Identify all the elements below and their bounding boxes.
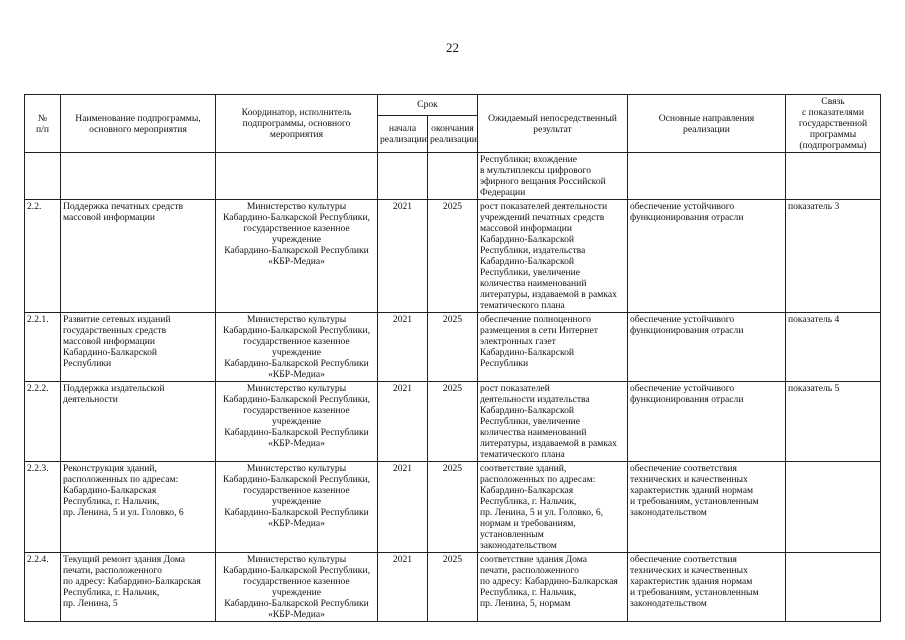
header-end: окончания реализации [428, 115, 478, 152]
cell-result: рост показателей деятельности издательства Кабардино-Балкарской Республики, увеличение количества наименований литературы, издаваемой в рамках тематического плана [478, 382, 628, 462]
cell-start: 2021 [378, 462, 428, 553]
cell-start [378, 153, 428, 200]
cell-directions: обеспечение соответствия технических и качественных характеристик зданий нормам и требованиям, установленным законодательством [628, 462, 786, 553]
table-row [25, 553, 881, 622]
cell-name: Развитие сетевых изданий государственных средств массовой информации Кабардино-Балкарской Республики [61, 313, 216, 382]
cell-num [25, 153, 61, 200]
program-table [24, 94, 881, 622]
cell-link: показатель 4 [786, 313, 881, 382]
table-row [25, 200, 881, 313]
cell-num: 2.2.3. [25, 462, 61, 553]
cell-num: 2.2. [25, 200, 61, 313]
header-name: Наименование подпрограммы, основного мероприятия [61, 95, 216, 153]
cell-coordinator: Министерство культуры Кабардино-Балкарской Республики, государственное казенное учреждение Кабардино-Балкарской Республики «КБР-Медиа» [216, 382, 378, 462]
cell-coordinator [216, 153, 378, 200]
header-row [25, 95, 881, 116]
header-start: начала реализации [378, 115, 428, 152]
header-term: Срок [378, 95, 478, 116]
cell-link [786, 462, 881, 553]
table-row [25, 313, 881, 382]
cell-directions: обеспечение устойчивого функционирования отрасли [628, 200, 786, 313]
cell-link: показатель 5 [786, 382, 881, 462]
cell-start: 2021 [378, 313, 428, 382]
table-row [25, 153, 881, 200]
cell-result: обеспечение полноценного размещения в сети Интернет электронных газет Кабардино-Балкарской Республики [478, 313, 628, 382]
cell-start: 2021 [378, 200, 428, 313]
cell-num: 2.2.4. [25, 553, 61, 622]
cell-result: соответствие зданий, расположенных по адресам: Кабардино-Балкарская Республика, г. Нальчик, пр. Ленина, 5 и ул. Головко, 6, нормам и требованиям, установленным законодательством [478, 462, 628, 553]
cell-end: 2025 [428, 313, 478, 382]
table-row [25, 462, 881, 553]
cell-link [786, 153, 881, 200]
cell-name: Поддержка печатных средств массовой информации [61, 200, 216, 313]
header-num: № п/п [25, 95, 61, 153]
cell-directions: обеспечение устойчивого функционирования отрасли [628, 382, 786, 462]
cell-directions [628, 153, 786, 200]
cell-name: Реконструкция зданий, расположенных по адресам: Кабардино-Балкарская Республика, г. Нальчик, пр. Ленина, 5 и ул. Головко, 6 [61, 462, 216, 553]
cell-num: 2.2.2. [25, 382, 61, 462]
cell-result: рост показателей деятельности учреждений печатных средств массовой информации Кабардино-Балкарской Республики, издательства Кабардино-Балкарской Республики, увеличение количества наименований литературы, издаваемой в рамках тематического плана [478, 200, 628, 313]
cell-coordinator: Министерство культуры Кабардино-Балкарской Республики, государственное казенное учреждение Кабардино-Балкарской Республики «КБР-Медиа» [216, 462, 378, 553]
cell-coordinator: Министерство культуры Кабардино-Балкарской Республики, государственное казенное учреждение Кабардино-Балкарской Республики «КБР-Медиа» [216, 200, 378, 313]
cell-end: 2025 [428, 553, 478, 622]
cell-name [61, 153, 216, 200]
cell-start: 2021 [378, 382, 428, 462]
cell-result: Республики; вхождение в мультиплексы цифрового эфирного вещания Российской Федерации [478, 153, 628, 200]
header-directions: Основные направления реализации [628, 95, 786, 153]
cell-start: 2021 [378, 553, 428, 622]
cell-link [786, 553, 881, 622]
header-result: Ожидаемый непосредственный результат [478, 95, 628, 153]
cell-end: 2025 [428, 462, 478, 553]
header-coordinator: Координатор, исполнитель подпрограммы, основного мероприятия [216, 95, 378, 153]
cell-directions: обеспечение устойчивого функционирования отрасли [628, 313, 786, 382]
header-link: Связь с показателями государственной программы (подпрограммы) [786, 95, 881, 153]
cell-end [428, 153, 478, 200]
cell-coordinator: Министерство культуры Кабардино-Балкарской Республики, государственное казенное учреждение Кабардино-Балкарской Республики «КБР-Медиа» [216, 313, 378, 382]
cell-name: Поддержка издательской деятельности [61, 382, 216, 462]
cell-num: 2.2.1. [25, 313, 61, 382]
cell-result: соответствие здания Дома печати, расположенного по адресу: Кабардино-Балкарская Республика, г. Нальчик, пр. Ленина, 5, нормам [478, 553, 628, 622]
cell-link: показатель 3 [786, 200, 881, 313]
cell-name: Текущий ремонт здания Дома печати, расположенного по адресу: Кабардино-Балкарская Республика, г. Нальчик, пр. Ленина, 5 [61, 553, 216, 622]
cell-directions: обеспечение соответствия технических и качественных характеристик здания нормам и требованиям, установленным законодательством [628, 553, 786, 622]
cell-end: 2025 [428, 200, 478, 313]
cell-end: 2025 [428, 382, 478, 462]
cell-coordinator: Министерство культуры Кабардино-Балкарской Республики, государственное казенное учреждение Кабардино-Балкарской Республики «КБР-Медиа» [216, 553, 378, 622]
table-row [25, 382, 881, 462]
page-number: 22 [446, 40, 459, 55]
